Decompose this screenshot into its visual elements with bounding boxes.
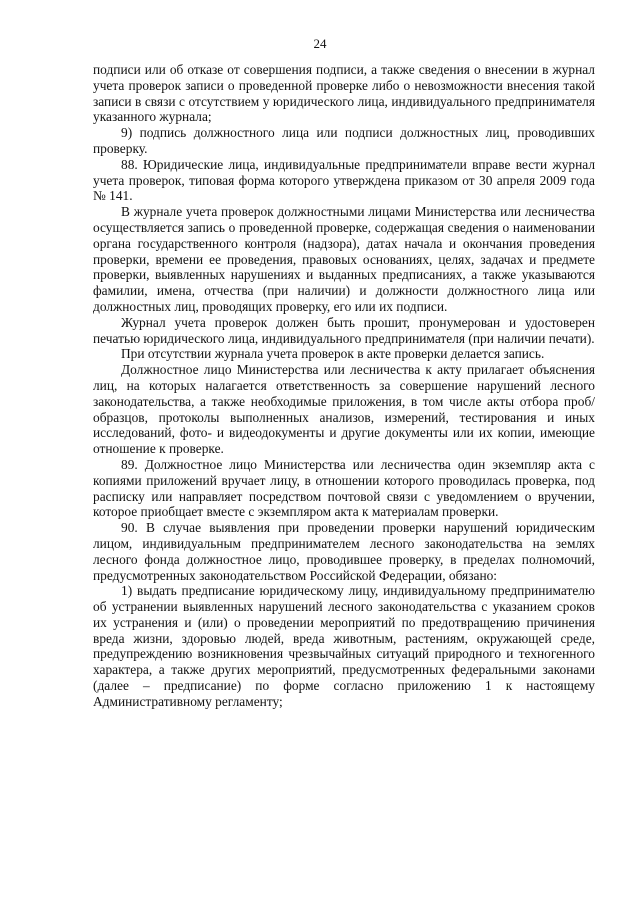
paragraph-item-1: 1) выдать предписание юридическому лицу, индивидуальному предпринимателю об устранении выявленных нарушений лесного законодательства с указанием сроков их устранения и (или) о проведении мероприятий по предотвращению причинения вреда жизни, здоровью людей, вреда животным, растениям, окружающей среде, предупреждению возникновения чрезвычайных ситуаций природного и техногенного характера, а также других мероприятий, предусмотренных федеральными законами (далее – предписание) по форме согласно приложению 1 к настоящему Административному регламенту; — [93, 583, 595, 709]
paragraph-item-9: 9) подпись должностного лица или подписи должностных лиц, проводивших проверку. — [93, 125, 595, 156]
paragraph-88: 88. Юридические лица, индивидуальные предприниматели вправе вести журнал учета проверок, типовая форма которого утверждена приказом от 30 апреля 2009 года № 141. — [93, 156, 595, 204]
page-number: 24 — [313, 36, 327, 51]
paragraph-signature-note: подписи или об отказе от совершения подписи, а также сведения о внесении в журнал учета проверок записи о проведенной проверке либо о невозможности внесения такой записи в связи с отсутствием у юридического лица, индивидуального предпринимателя указанного журнала; — [93, 62, 595, 125]
paragraph-journal-record: В журнале учета проверок должностными лицами Министерства или лесничества осуществляется запись о проведенной проверке, содержащая сведения о наименовании органа государственного контроля (надзора), датах начала и окончания проведения проверки, времени ее проведения, правовых основаниях, целях, задачах и предмете проверки, выявленных нарушениях и выданных предписаниях, а также указываются фамилии, имена, отчества (при наличии) и должности должностного лица или должностных лиц, проводящих проверку, его или их подписи. — [93, 204, 595, 314]
paragraph-89: 89. Должностное лицо Министерства или лесничества один экземпляр акта с копиями приложений вручает лицу, в отношении которого проводилась проверка, под расписку или направляет посредством почтовой связи с уведомлением о вручении, которое приобщает вместе с экземпляром акта к материалам проверки. — [93, 456, 595, 520]
document-body — [93, 62, 595, 710]
paragraph-no-journal: При отсутствии журнала учета проверок в акте проверки делается запись. — [121, 346, 545, 362]
paragraph-journal-binding: Журнал учета проверок должен быть прошит, пронумерован и удостоверен печатью юридического лица, индивидуального предпринимателя (при наличии печати). — [93, 314, 595, 346]
paragraph-attachments: Должностное лицо Министерства или лесничества к акту прилагает объяснения лиц, на которых налагается ответственность за совершение нарушений лесного законодательства, а также необходимые приложения, в том числе акты отбора проб/образцов, протоколы выполненных анализов, измерений, тестирования и иных исследований, фото- и видеодокументы и другие документы или их копии, имеющие отношение к проверке. — [93, 362, 595, 457]
paragraph-90: 90. В случае выявления при проведении проверки нарушений юридическим лицом, индивидуальным предпринимателем лесного законодательства на землях лесного фонда должностное лицо, проводившее проверку, в пределах полномочий, предусмотренных законодательством Российской Федерации, обязано: — [93, 520, 595, 583]
